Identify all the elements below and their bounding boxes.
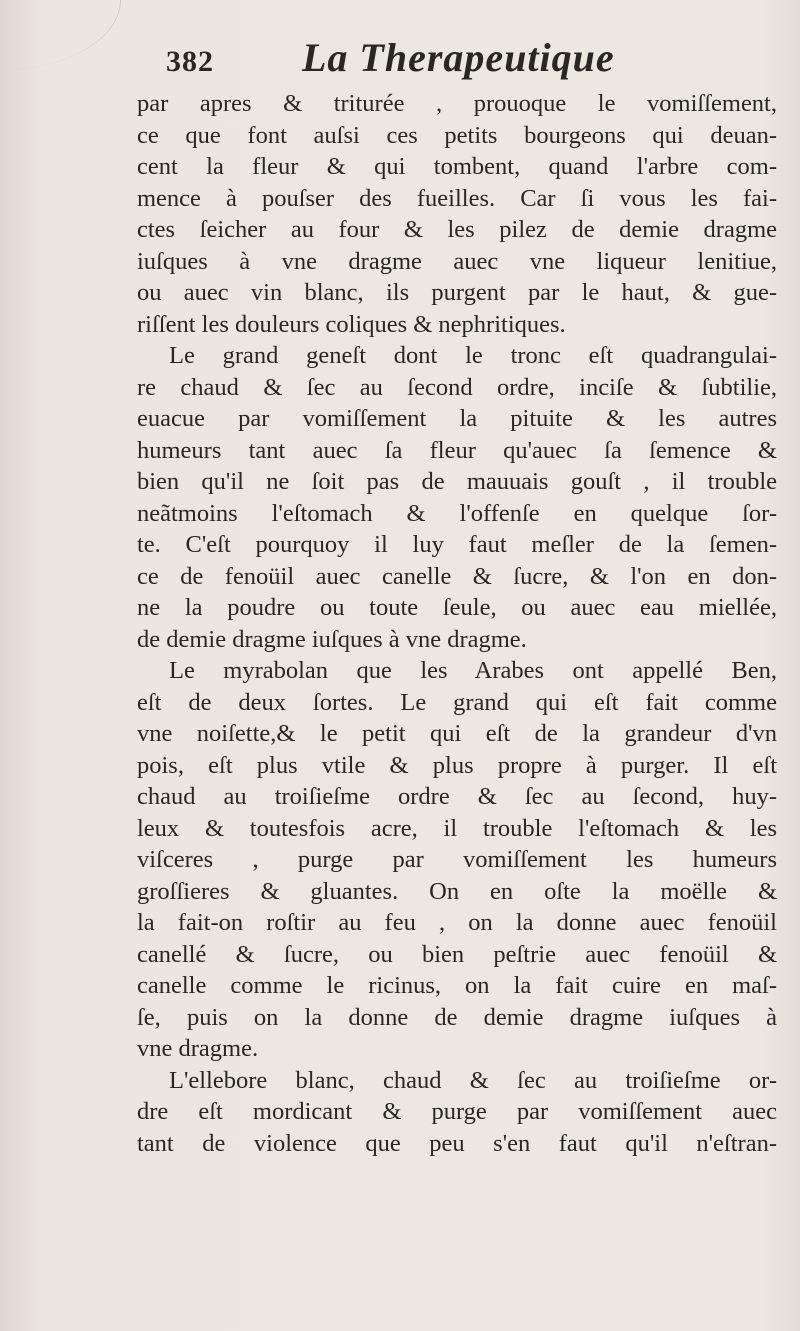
text-line: riſſent les douleurs coliques & nephritiques. [137,310,566,338]
text-line: canellé & ſucre, ou bien peſtrie auec fenoüil & [137,940,777,968]
text-line: cent la fleur & qui tombent, quand l'arbre com- [137,153,777,180]
text-line: neãtmoins l'eſtomach & l'offenſe en quelque ſor- [137,499,777,527]
text-line: vne dragme. [137,1035,259,1062]
running-title: La Therapeutique [302,35,615,80]
text-line: ctes ſeicher au four & les pilez de demie dragme [137,216,777,243]
text-line: ce de fenoüil auec canelle & ſucre, & l'on en don- [137,562,777,590]
text-line: ce que font auſsi ces petits bourgeons qui deuan- [137,121,777,149]
text-line: iuſques à vne dragme auec vne liqueur lenitiue, [137,247,777,275]
text-line: viſceres , purge par vomiſſement les humeurs [137,846,777,873]
text-line: ne la poudre ou toute ſeule, ou auec eau miellée, [137,594,777,621]
text-line: par apres & triturée , prouoque le vomiſſement, [137,90,777,117]
text-line: canelle comme le ricinus, on la fait cuire en maſ- [137,972,777,999]
text-line: bien qu'il ne ſoit pas de mauuais gouſt , il trouble [137,468,777,495]
text-line: euacue par vomiſſement la pituite & les autres [137,405,777,432]
text-line: L'ellebore blanc, chaud & ſec au troiſieſme or- [169,1066,777,1094]
text-line: Le grand geneſt dont le tronc eſt quadrangulai- [169,342,777,369]
text-line: te. C'eſt pourquoy il luy faut meſler de la ſemen- [137,531,777,558]
text-line: eſt de deux ſortes. Le grand qui eſt fait comme [137,688,777,716]
text-line: groſſieres & gluantes. On en oſte la moëlle & [137,877,777,905]
page-number: 382 [166,45,214,78]
text-line: tant de violence que peu s'en faut qu'il n'eſtran- [137,1129,777,1157]
text-line: pois, eſt plus vtile & plus propre à purger. Il eſt [137,751,777,779]
page-fold-mark [0,0,121,70]
text-line: humeurs tant auec ſa fleur qu'auec ſa ſemence & [137,436,777,464]
text-line: vne noiſette,& le petit qui eſt de la grandeur d'vn [137,720,777,747]
text-line: mence à pouſser des fueilles. Car ſi vous les fai- [137,184,777,212]
text-line: ou auec vin blanc, ils purgent par le haut, & gue- [137,279,777,306]
text-line: chaud au troiſieſme ordre & ſec au ſecond, huy- [137,783,777,810]
text-line: leux & toutesfois acre, il trouble l'eſtomach & les [137,814,777,842]
text-line: la fait-on roſtir au feu , on la donne auec fenoüil [137,909,777,936]
page-header [166,34,766,90]
text-line: ſe, puis on la donne de demie dragme iuſques à [137,1003,777,1031]
text-line: re chaud & ſec au ſecond ordre, inciſe & ſubtilie, [137,373,777,401]
body-text [137,88,777,1159]
text-line: Le myrabolan que les Arabes ont appellé Ben, [169,657,777,684]
text-line: dre eſt mordicant & purge par vomiſſement auec [137,1098,777,1125]
text-line: de demie dragme iuſques à vne dragme. [137,625,527,653]
